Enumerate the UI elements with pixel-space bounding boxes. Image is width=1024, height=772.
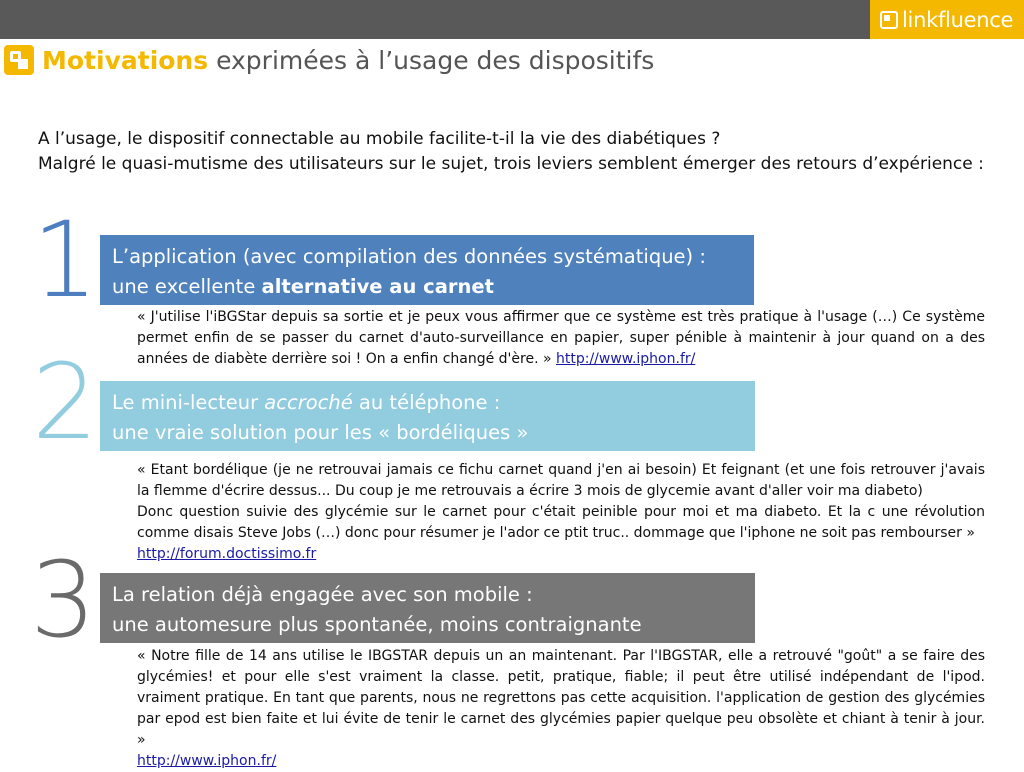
lever-2-line2: une vraie solution pour les « bordéliques » — [112, 421, 529, 444]
lever-2-pre: Le mini-lecteur — [112, 391, 265, 414]
linkfluence-logo[interactable] — [870, 0, 1024, 39]
lever-1-band — [100, 235, 754, 305]
lever-3-line2: une automesure plus spontanée, moins contraignante — [112, 613, 642, 636]
quote-2-link[interactable]: http://forum.doctissimo.fr — [137, 546, 317, 562]
intro-question: A l’usage, le dispositif connectable au mobile facilite-t-il la vie des diabétiques ? — [38, 129, 721, 149]
logo-text: linkfluence — [902, 7, 1014, 32]
quote-1-link[interactable]: http://www.iphon.fr/ — [556, 351, 696, 367]
lever-1-line2: une excellente — [112, 275, 262, 298]
quote-1-text: « J'utilise l'iBGStar depuis sa sortie et je peux vous affirmer que ce système est très pratique à l'usage (…) Ce système permet enfin de se passer du carnet d'auto-surveillance en papier, super pénible à maintenir à jour quand on a des années de diabète derrière soi ! On a enfin changé d'ère. » — [137, 309, 985, 367]
quote-2 — [137, 460, 985, 565]
lever-2-band — [100, 381, 755, 451]
quote-2-part2: Donc question suivie des glycémie sur le carnet pour c'était peinible pour moi et ma diabeto. Et la c une révolution comme disais Steve Jobs (…) donc pour résumer je l'ador ce ptit truc.. dommage que l'iphone ne soit pas rembourser » — [137, 504, 985, 541]
quote-1 — [137, 307, 985, 370]
number-3: 3 — [30, 539, 97, 661]
lever-3-line1: La relation déjà engagée avec son mobile : — [112, 583, 533, 606]
page-title — [4, 43, 654, 77]
lever-1-bold: alternative au carnet — [261, 275, 494, 298]
quote-3-text: « Notre fille de 14 ans utilise le IBGSTAR depuis un an maintenant. Par l'IBGSTAR, elle a retrouvé "goût" a se faire des glycémies! et pour elle s'est vraiment la classe. petit, pratique, fiable; il peut être utilisé indépendant de l'ipod. vraiment pratique. En tant que parents, nous ne regrettons pas cette acquisition. l'application de gestion des glycémies par epod est bien faite et lui évite de tenir le carnet des glycémies papier quelque peu obsolète et chiant à tenir à jour. » — [137, 648, 985, 748]
number-1: 1 — [32, 199, 99, 321]
lever-2-italic: accroché — [264, 391, 353, 414]
quote-3-link[interactable]: http://www.iphon.fr/ — [137, 753, 277, 769]
intro-statement: Malgré le quasi-mutisme des utilisateurs sur le sujet, trois leviers semblent émerger des retours d’expérience : — [38, 154, 984, 174]
lever-1-line1: L’application (avec compilation des données systématique) : — [112, 245, 706, 268]
quote-3 — [137, 646, 985, 772]
number-2: 2 — [32, 341, 99, 463]
linkfluence-logo-icon — [880, 11, 898, 29]
lever-3-band — [100, 573, 755, 643]
title-highlight: Motivations — [42, 45, 209, 75]
lever-2-post: au téléphone : — [352, 391, 501, 414]
linkfluence-icon — [4, 45, 34, 75]
quote-2-part1: « Etant bordélique (je ne retrouvai jamais ce fichu carnet quand j'en ai besoin) Et feignant (et une fois retrouver j'avais la flemme d'écrire dessus... Du coup je me retrouvais a écrire 3 mois de glycemie avant d'aller voir ma diabeto) — [137, 462, 985, 499]
intro-text — [38, 127, 985, 177]
title-rest: exprimées à l’usage des dispositifs — [208, 45, 655, 75]
